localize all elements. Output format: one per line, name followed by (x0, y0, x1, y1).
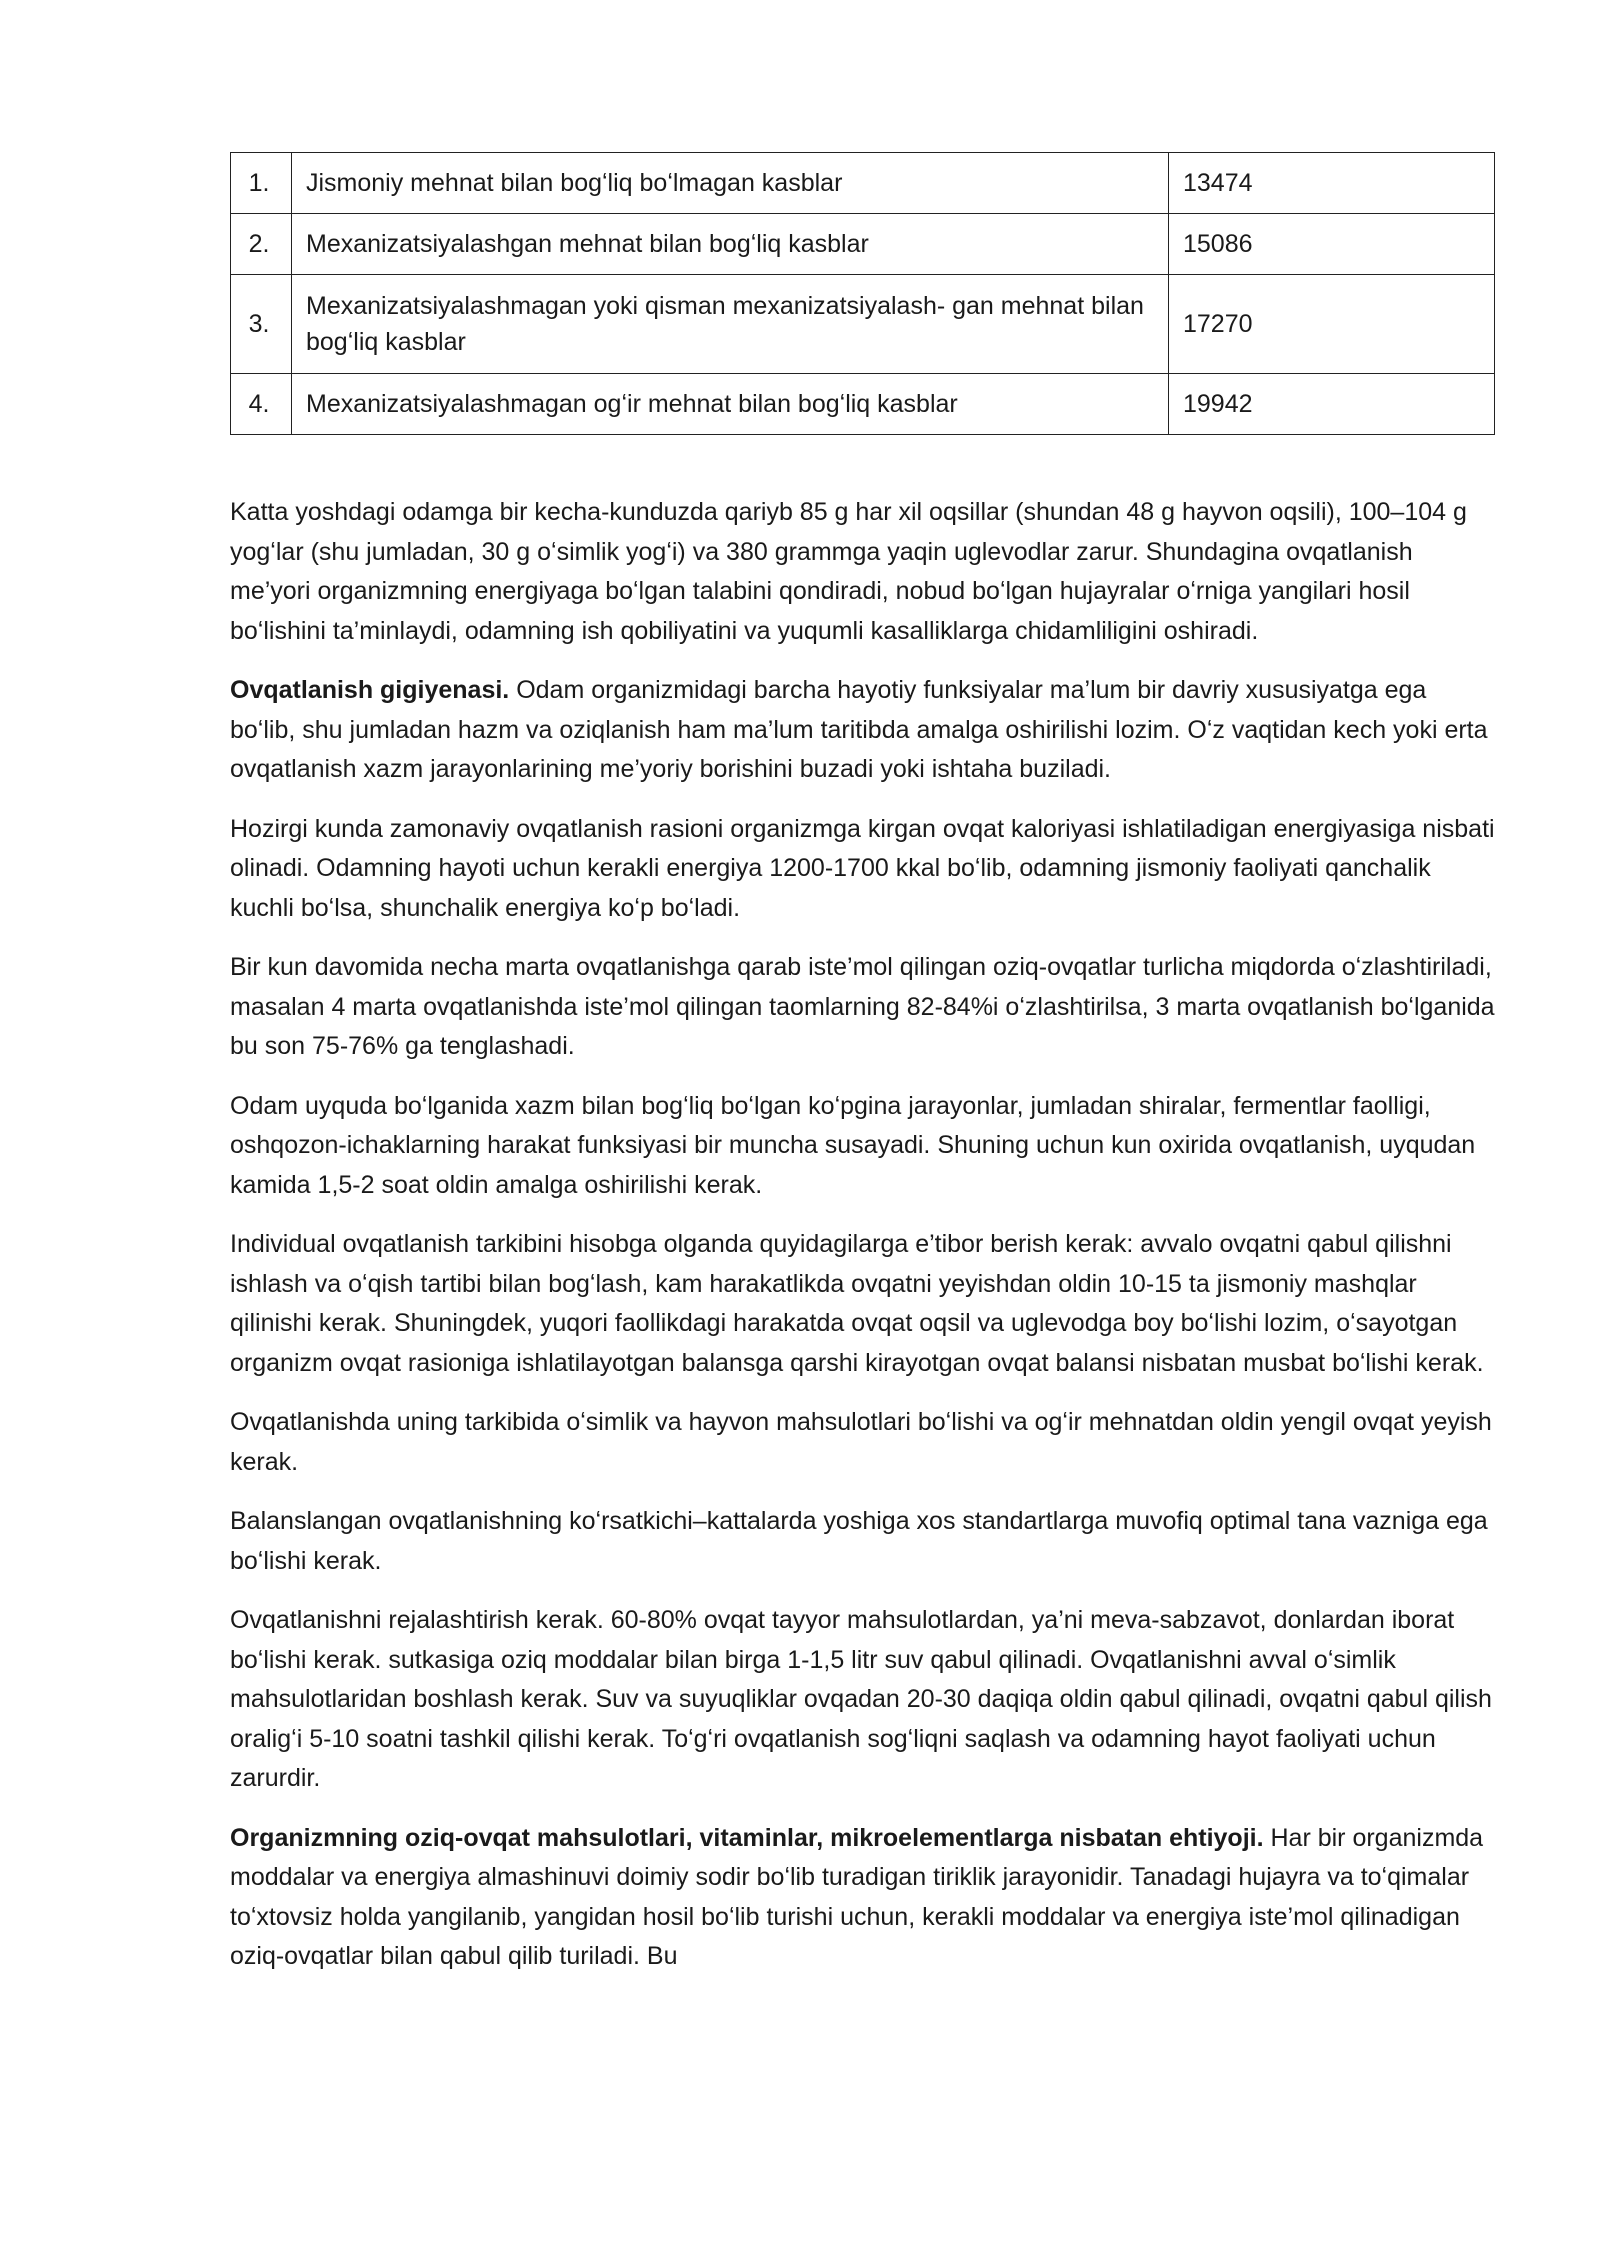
paragraph-nutrient-needs: Katta yoshdagi odamga bir kecha-kunduzda qariyb 85 g har xil oqsillar (shundan 48 g hayvon oqsili), 100–104 g yogʻlar (shu jumladan, 30 g oʻsimlik yogʻi) va 380 grammga yaqin uglevodlar zarur. Shundagina ovqatlanish me’yori organizmning energiyaga boʻlgan talabini qondiradi, nobud boʻlgan hujayralar oʻrniga yangilari hosil boʻlishini ta’minlaydi, odamning ish qobiliyatini va yuqumli kasalliklarga chidamliligini oshiradi. (230, 498, 1467, 645)
paragraph-text: Odam organizmidagi barcha hayotiy funksiyalar ma’lum bir davriy xususiyatga ega boʻlib, shu jumladan hazm va oziqlanish ham ma’lum taritibda amalga oshirilishi lozim. Oʻz vaqtidan kech yoki erta ovqatlanish xazm jarayonlarining me’yoriy borishini buzadi yoki ishtaha buziladi. (230, 676, 1488, 783)
section-heading: Ovqatlanish gigiyenasi. (230, 676, 510, 704)
paragraph-sleep: Odam uyquda boʻlganida xazm bilan bogʻliq boʻlgan koʻpgina jarayonlar, jumladan shiralar, fermentlar faolligi, oshqozon-ichaklarning harakat funksiyasi bir muncha susayadi. Shuning uchun kun oxirida ovqatlanish, uyqudan kamida 1,5-2 soat oldin amalga oshirilishi kerak. (230, 1091, 1476, 1199)
paragraph-meal-frequency: Bir kun davomida necha marta ovqatlanishga qarab iste’mol qilingan oziq-ovqatlar turlicha miqdorda oʻzlashtiriladi, masalan 4 marta ovqatlanishda iste’mol qilingan taomlarning 82-84%i oʻzlashtirilsa, 3 marta ovqatlanish boʻlganida bu son 75-76% ga tenglashadi. (230, 953, 1495, 1060)
row-description: Mexanizatsiyalashgan mehnat bilan bogʻliq kasblar (292, 214, 1169, 275)
table-row (231, 153, 1495, 214)
row-value: 17270 (1169, 275, 1495, 374)
row-number: 3. (231, 275, 292, 374)
row-value: 19942 (1169, 374, 1495, 435)
paragraph-balanced: Balanslangan ovqatlanishning koʻrsatkichi–kattalarda yoshiga xos standartlarga muvofiq optimal tana vazniga ega boʻlishi kerak. (230, 1507, 1488, 1575)
section-heading: Organizmning oziq-ovqat mahsulotlari, vitaminlar, mikroelementlarga nisbatan ehtiyoji. (230, 1823, 1264, 1852)
paragraph-planning: Ovqatlanishni rejalashtirish kerak. 60-80% ovqat tayyor mahsulotlardan, ya’ni meva-sabzavot, donlardan iborat boʻlishi kerak. sutkasiga oziq moddalar bilan birga 1-1,5 litr suv qabul qilinadi. Ovqatlanishni avval oʻsimlik mahsulotlaridan boshlash kerak. Suv va suyuqliklar ovqadan 20-30 daqiqa oldin qabul qilinadi, ovqatni qabul qilish oraligʻi 5-10 soatni tashkil qilishi kerak. Toʻgʻri ovqatlanish sogʻliqni saqlash va odamning hayot faoliyati uchun zarurdir. (230, 1606, 1492, 1792)
table-row (231, 275, 1495, 374)
document-page (230, 152, 1495, 1997)
row-number: 1. (231, 153, 292, 214)
row-value: 13474 (1169, 153, 1495, 214)
energy-table (230, 152, 1495, 435)
row-value: 15086 (1169, 214, 1495, 275)
row-number: 2. (231, 214, 292, 275)
paragraph-modern-ration: Hozirgi kunda zamonaviy ovqatlanish rasioni organizmga kirgan ovqat kaloriyasi ishlatiladigan energiyasiga nisbati olinadi. Odamning hayoti uchun kerakli energiya 1200-1700 kkal boʻlib, odamning jismoniy faoliyati qanchalik kuchli boʻlsa, shunchalik energiya koʻp boʻladi. (230, 814, 1495, 922)
row-number: 4. (231, 374, 292, 435)
table-row (231, 374, 1495, 435)
table-row (231, 214, 1495, 275)
row-description: Jismoniy mehnat bilan bogʻliq boʻlmagan kasblar (292, 153, 1169, 214)
paragraph-text: Har bir organizmda moddalar va energiya almashinuvi doimiy sodir boʻlib turadigan tiriklik jarayonidir. Tanadagi hujayra va toʻqimalar toʻxtovsiz holda yangilanib, yangidan hosil boʻlib turishi uchun, kerakli moddalar va energiya iste’mol qilinadigan oziq-ovqatlar bilan qabul qilib turiladi. Bu (230, 1823, 1484, 1970)
row-description: Mexanizatsiyalashmagan yoki qisman mexanizatsiyalash- gan mehnat bilan bogʻliq kasblar (292, 275, 1169, 374)
paragraph-organism-needs (230, 1819, 1495, 1977)
paragraph-plant-animal: Ovqatlanishda uning tarkibida oʻsimlik va hayvon mahsulotlari boʻlishi va ogʻir mehnatdan oldin yengil ovqat yeyish kerak. (230, 1408, 1492, 1476)
paragraph-nutrition-hygiene (230, 671, 1495, 790)
row-description: Mexanizatsiyalashmagan ogʻir mehnat bilan bogʻliq kasblar (292, 374, 1169, 435)
paragraph-individual: Individual ovqatlanish tarkibini hisobga olganda quyidagilarga e’tibor berish kerak: avvalo ovqatni qabul qilishni ishlash va oʻqish tartibi bilan bogʻlash, kam harakatlikda ovqatni yeyishdan oldin 10-15 ta jismoniy mashqlar qilinishi kerak. Shuningdek, yuqori faollikdagi harakatda ovqat oqsil va uglevodga boy boʻlishi lozim, oʻsayotgan organizm ovqat rasioniga ishlatilayotgan balansga qarshi kirayotgan ovqat balansi nisbatan musbat boʻlishi kerak. (230, 1230, 1484, 1377)
body-text (230, 493, 1495, 1977)
